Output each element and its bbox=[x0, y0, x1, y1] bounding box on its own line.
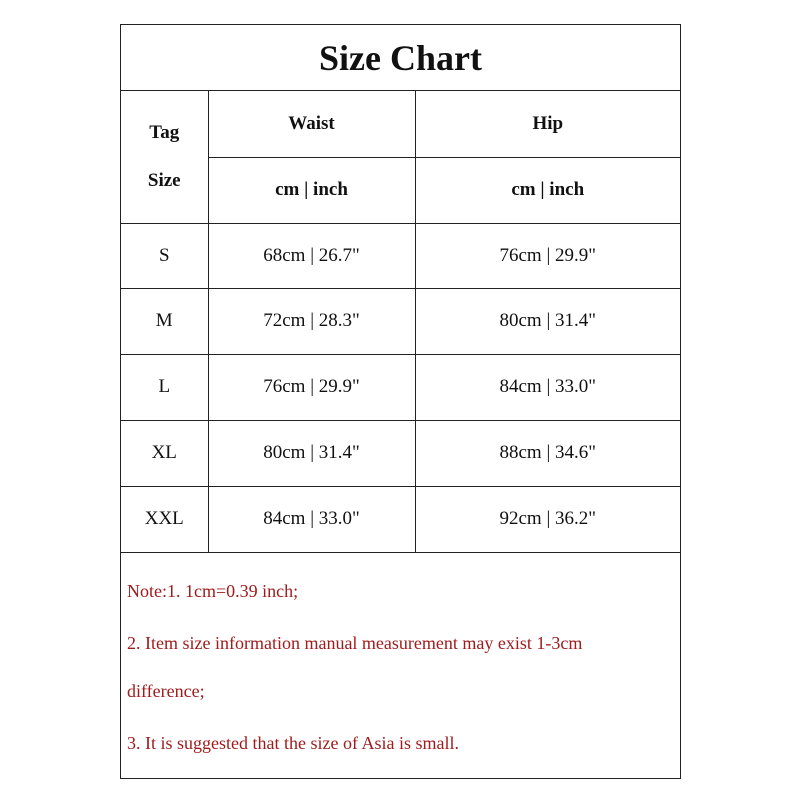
hip-cell: 80cm | 31.4" bbox=[415, 288, 680, 354]
size-chart bbox=[120, 24, 681, 779]
hip-cell: 84cm | 33.0" bbox=[415, 354, 680, 420]
size-cell: M bbox=[121, 288, 208, 354]
table-row bbox=[121, 420, 680, 486]
size-table bbox=[121, 91, 680, 553]
waist-cell: 76cm | 29.9" bbox=[208, 354, 415, 420]
hip-header: Hip bbox=[415, 91, 680, 157]
waist-cell: 80cm | 31.4" bbox=[208, 420, 415, 486]
table-row bbox=[121, 223, 680, 288]
size-cell: XL bbox=[121, 420, 208, 486]
note-line: 2. Item size information manual measurement may exist 1-3cm bbox=[127, 633, 583, 653]
waist-cell: 72cm | 28.3" bbox=[208, 288, 415, 354]
hip-cell: 92cm | 36.2" bbox=[415, 486, 680, 552]
size-cell: XXL bbox=[121, 486, 208, 552]
hip-cell: 88cm | 34.6" bbox=[415, 420, 680, 486]
waist-cell: 84cm | 33.0" bbox=[208, 486, 415, 552]
waist-unit-header: cm | inch bbox=[208, 157, 415, 223]
size-cell: L bbox=[121, 354, 208, 420]
size-cell: S bbox=[121, 223, 208, 288]
hip-cell: 76cm | 29.9" bbox=[415, 223, 680, 288]
table-row bbox=[121, 288, 680, 354]
tag-size-header bbox=[121, 91, 208, 223]
note-line: difference; bbox=[127, 681, 205, 701]
tag-size-header-line2: Size bbox=[147, 169, 181, 191]
tag-size-header-line1: Tag bbox=[149, 121, 180, 143]
waist-cell: 68cm | 26.7" bbox=[208, 223, 415, 288]
table-row bbox=[121, 486, 680, 552]
note-line: Note:1. 1cm=0.39 inch; bbox=[127, 581, 299, 601]
hip-unit-header: cm | inch bbox=[415, 157, 680, 223]
note-line: 3. It is suggested that the size of Asia is small. bbox=[127, 733, 459, 753]
notes-section bbox=[121, 552, 680, 778]
table-row bbox=[121, 354, 680, 420]
waist-header: Waist bbox=[208, 91, 415, 157]
chart-title: Size Chart bbox=[121, 25, 680, 91]
